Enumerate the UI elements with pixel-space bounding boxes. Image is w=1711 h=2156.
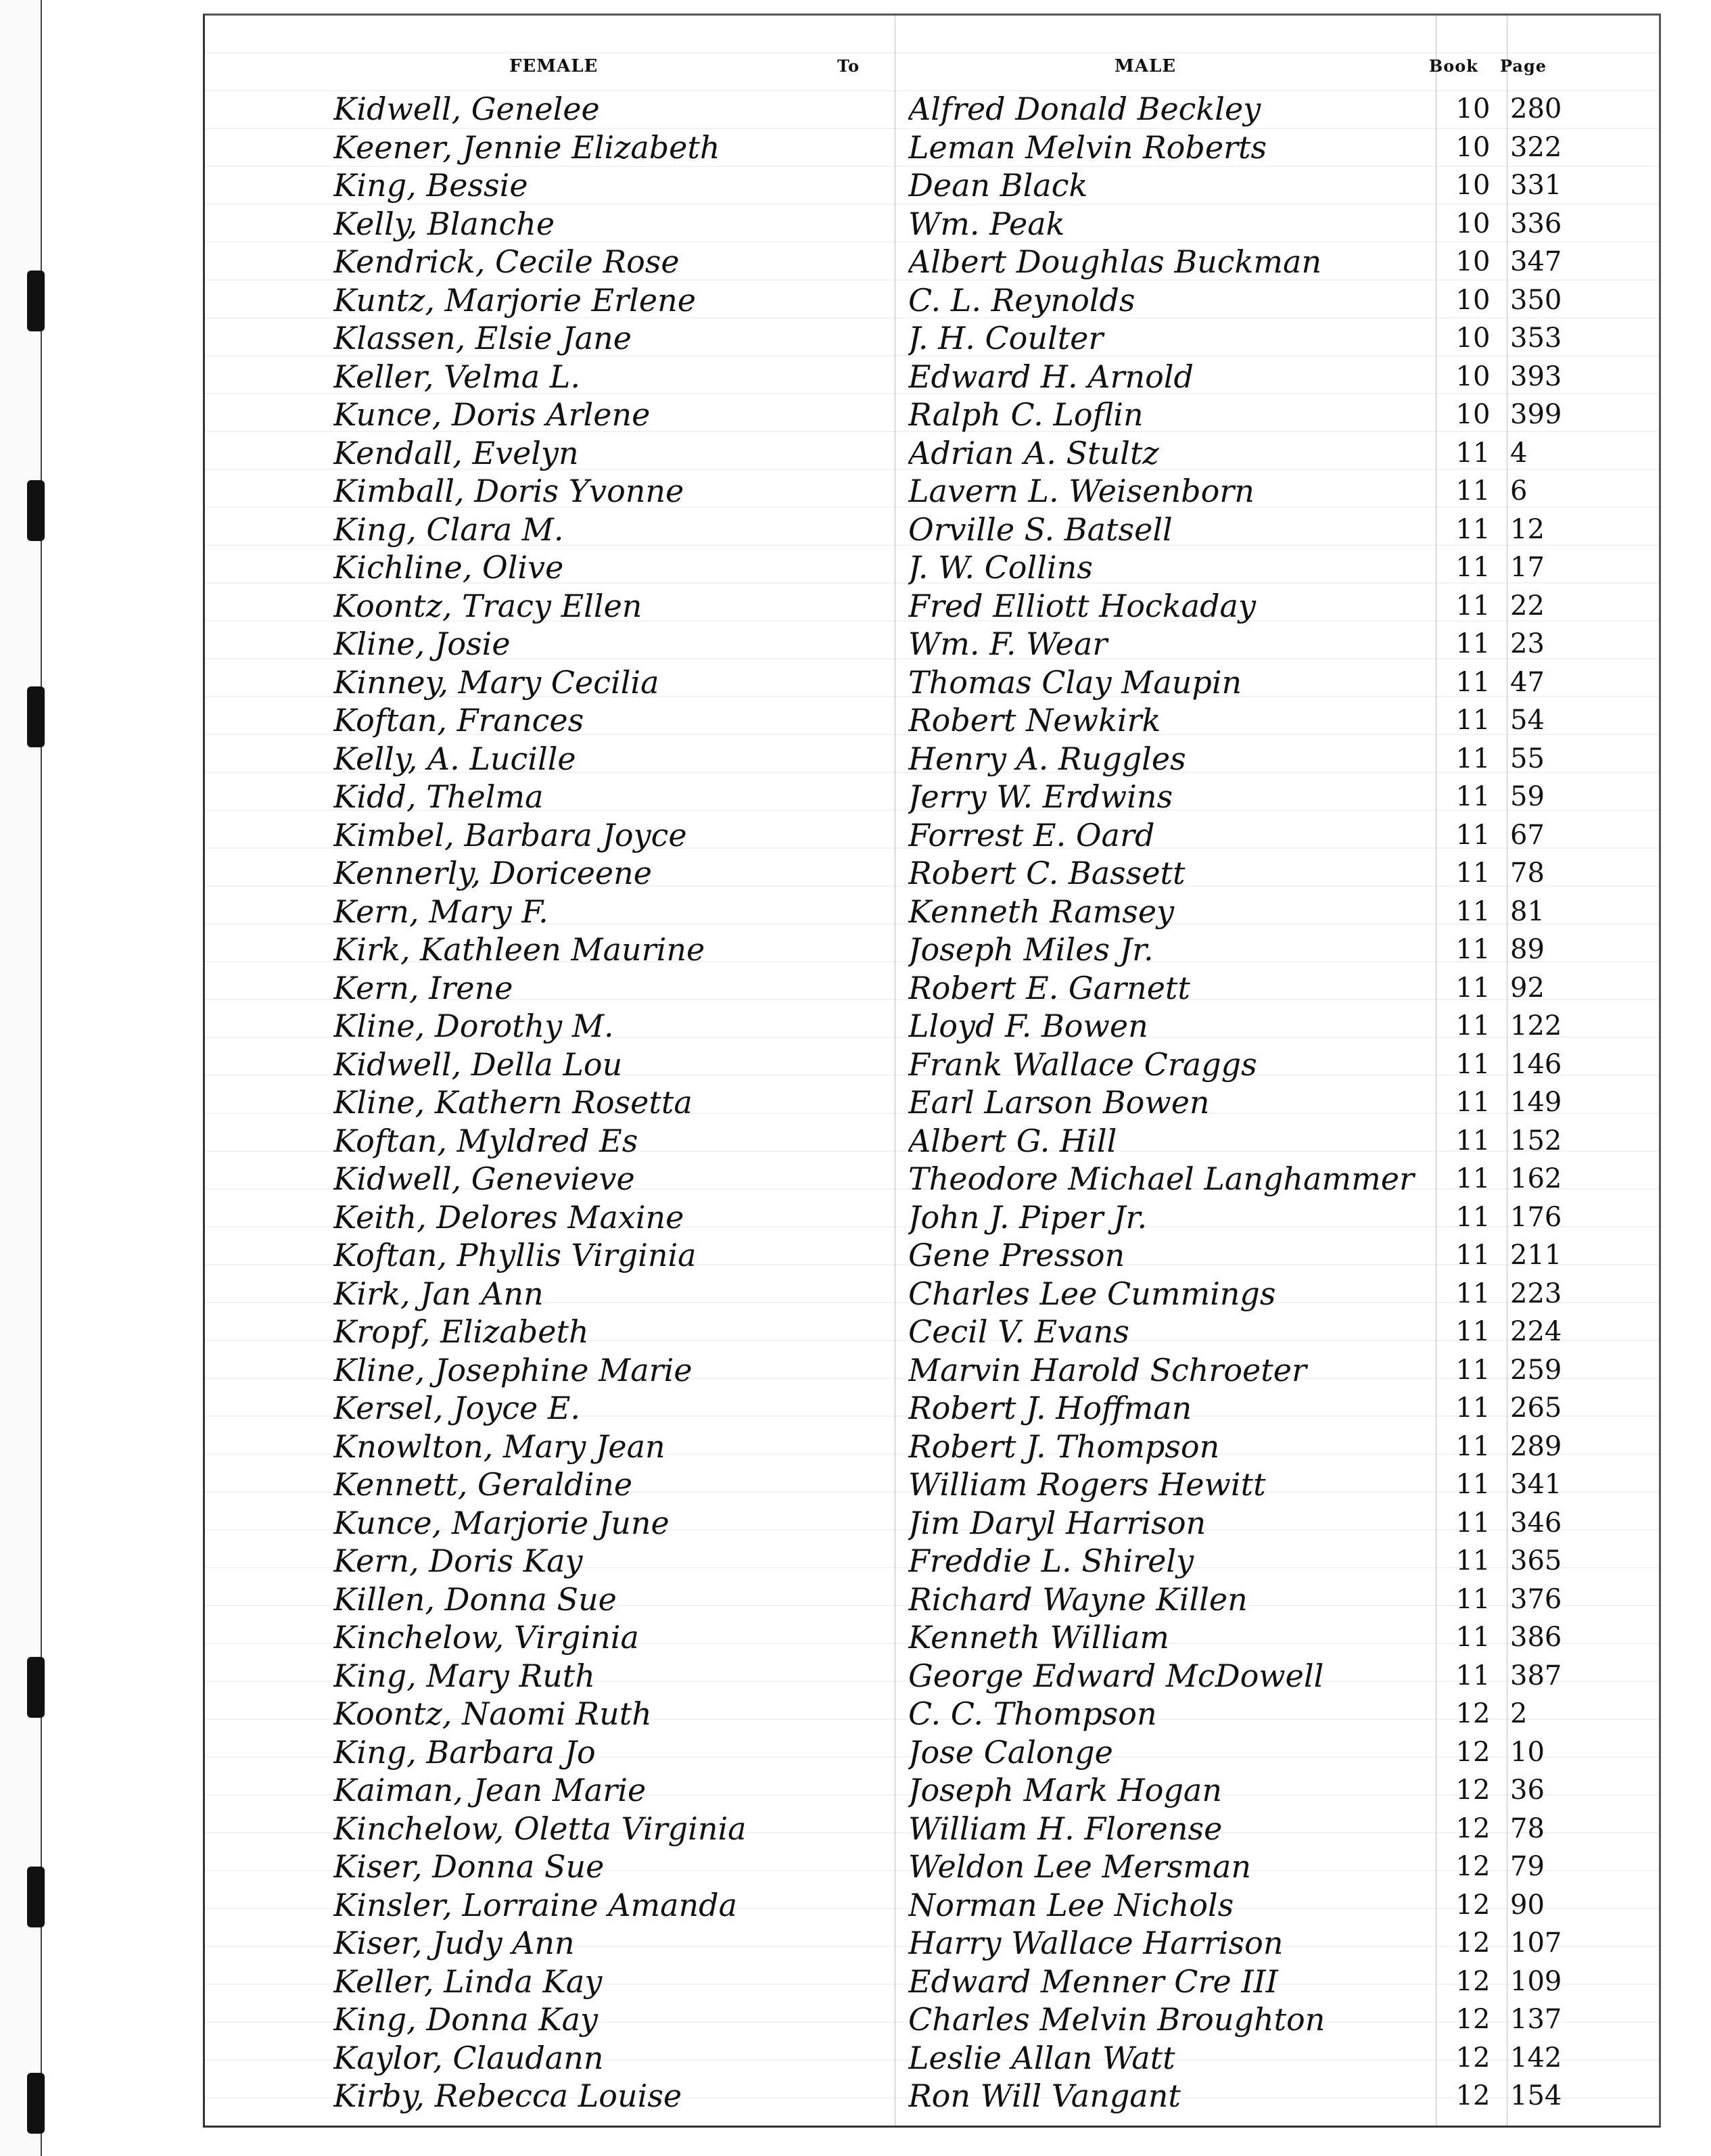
book-number: 11 <box>1455 1316 1491 1347</box>
header-page: Page <box>1500 56 1547 76</box>
groom-name: Charles Lee Cummings <box>908 1275 1276 1312</box>
table-row <box>205 1542 1659 1580</box>
bride-name: Kelly, A. Lucille <box>333 740 576 777</box>
bride-name: Kunce, Doris Arlene <box>333 396 651 433</box>
table-row <box>205 281 1659 320</box>
bride-name: Kidwell, Genevieve <box>333 1161 635 1197</box>
bride-name: Kern, Doris Kay <box>333 1543 583 1579</box>
page-number: 92 <box>1510 972 1545 1004</box>
table-row <box>205 548 1659 587</box>
bride-name: Kropf, Elizabeth <box>333 1313 589 1350</box>
page-number: 399 <box>1510 399 1562 430</box>
groom-name: Freddie L. Shirely <box>908 1543 1194 1579</box>
bride-name: Knowlton, Mary Jean <box>333 1428 665 1465</box>
book-number: 11 <box>1455 1125 1491 1156</box>
book-number: 10 <box>1455 360 1491 392</box>
book-number: 10 <box>1455 246 1491 277</box>
bride-name: Kline, Kathern Rosetta <box>333 1084 693 1121</box>
table-row <box>205 740 1659 778</box>
groom-name: Frank Wallace Craggs <box>908 1046 1257 1083</box>
page-number: 6 <box>1510 475 1528 507</box>
groom-name: Edward H. Arnold <box>908 358 1194 395</box>
table-row <box>205 625 1659 663</box>
book-number: 12 <box>1455 1927 1491 1959</box>
book-number: 11 <box>1455 895 1491 927</box>
binder-hole <box>27 480 45 541</box>
groom-name: Weldon Lee Mersman <box>908 1848 1252 1885</box>
page-number: 176 <box>1510 1201 1562 1233</box>
groom-name: Forrest E. Oard <box>908 816 1155 853</box>
book-number: 10 <box>1455 323 1491 354</box>
table-row <box>205 1198 1659 1237</box>
book-number: 11 <box>1455 590 1491 622</box>
book-number: 10 <box>1455 208 1491 239</box>
bride-name: Kersel, Joyce E. <box>333 1390 581 1426</box>
groom-name: Joseph Mark Hogan <box>908 1772 1222 1808</box>
bride-name: Kirk, Kathleen Maurine <box>333 931 705 968</box>
table-row <box>205 166 1659 205</box>
bride-name: King, Clara M. <box>333 511 564 548</box>
bride-name: Kiser, Donna Sue <box>333 1848 605 1885</box>
page-number: 322 <box>1510 131 1562 163</box>
page-number: 211 <box>1510 1240 1562 1271</box>
table-row <box>205 358 1659 396</box>
book-number: 10 <box>1455 93 1491 124</box>
page-number: 59 <box>1510 781 1545 812</box>
page-number: 347 <box>1510 246 1562 277</box>
book-number: 11 <box>1455 705 1491 736</box>
bride-name: Kaylor, Claudann <box>333 2039 604 2076</box>
table-row <box>205 1466 1659 1504</box>
header-to: To <box>837 56 860 76</box>
table-row <box>205 1886 1659 1925</box>
bride-name: King, Mary Ruth <box>333 1657 595 1694</box>
book-number: 10 <box>1455 284 1491 316</box>
bride-name: Kendall, Evelyn <box>333 434 579 471</box>
book-number: 12 <box>1455 1889 1491 1921</box>
groom-name: Robert J. Hoffman <box>908 1390 1192 1426</box>
header-male: MALE <box>1115 56 1177 76</box>
groom-name: Alfred Donald Beckley <box>908 91 1261 127</box>
table-row <box>205 243 1659 281</box>
groom-name: Dean Black <box>908 167 1088 204</box>
table-row <box>205 893 1659 931</box>
page-number: 162 <box>1510 1163 1562 1194</box>
book-number: 11 <box>1455 1660 1491 1691</box>
bride-name: Koontz, Tracy Ellen <box>333 587 642 624</box>
book-number: 12 <box>1455 1965 1491 1997</box>
page-number: 4 <box>1510 437 1528 469</box>
page-number: 154 <box>1510 2080 1562 2111</box>
page-number: 122 <box>1510 1010 1562 1041</box>
bride-name: King, Barbara Jo <box>333 1733 596 1771</box>
page-number: 152 <box>1510 1125 1562 1156</box>
groom-name: Ralph C. Loflin <box>908 396 1144 433</box>
bride-name: Keller, Velma L. <box>333 358 580 395</box>
groom-name: Jerry W. Erdwins <box>908 778 1173 815</box>
page-number: 224 <box>1510 1316 1562 1347</box>
page-number: 393 <box>1510 360 1562 392</box>
groom-name: Albert Doughlas Buckman <box>908 243 1322 280</box>
book-number: 11 <box>1455 1240 1491 1271</box>
bride-name: Kern, Mary F. <box>333 893 548 930</box>
bride-name: Kline, Dorothy M. <box>333 1008 614 1044</box>
groom-name: C. L. Reynolds <box>908 281 1135 319</box>
bride-name: Kline, Josie <box>333 626 511 662</box>
page-number: 67 <box>1510 819 1545 851</box>
page-number: 353 <box>1510 323 1562 354</box>
book-number: 11 <box>1455 552 1491 583</box>
book-number: 11 <box>1455 437 1491 469</box>
bride-name: Koontz, Naomi Ruth <box>333 1695 652 1732</box>
groom-name: Charles Melvin Broughton <box>908 2001 1326 2038</box>
groom-name: Gene Presson <box>908 1237 1125 1273</box>
book-number: 12 <box>1455 2080 1491 2111</box>
page-number: 341 <box>1510 1469 1562 1500</box>
bride-name: King, Bessie <box>333 167 528 204</box>
groom-name: Robert Newkirk <box>908 702 1161 739</box>
page-number: 350 <box>1510 284 1562 316</box>
table-row <box>205 1695 1659 1733</box>
bride-name: Keener, Jennie Elizabeth <box>333 128 720 166</box>
bride-name: Koftan, Myldred Es <box>333 1122 638 1159</box>
page-number: 331 <box>1510 170 1562 201</box>
table-row <box>205 1618 1659 1657</box>
page-number: 223 <box>1510 1278 1562 1309</box>
page-number: 137 <box>1510 2004 1562 2035</box>
table-row <box>205 816 1659 855</box>
bride-name: Kuntz, Marjorie Erlene <box>333 281 696 319</box>
bride-name: Killen, Donna Sue <box>333 1580 617 1618</box>
groom-name: Lavern L. Weisenborn <box>908 473 1255 509</box>
groom-name: Robert E. Garnett <box>908 969 1190 1006</box>
bride-name: Keller, Linda Kay <box>333 1963 603 2000</box>
table-row <box>205 1046 1659 1084</box>
groom-name: Harry Wallace Harrison <box>908 1925 1284 1961</box>
book-number: 11 <box>1455 666 1491 698</box>
page-number: 17 <box>1510 552 1545 583</box>
page-number: 142 <box>1510 2042 1562 2073</box>
book-number: 11 <box>1455 1163 1491 1194</box>
page-number: 79 <box>1510 1851 1545 1882</box>
book-number: 11 <box>1455 1430 1491 1462</box>
bride-name: Koftan, Phyllis Virginia <box>333 1237 697 1273</box>
book-number: 11 <box>1455 475 1491 507</box>
bride-name: Kinsler, Lorraine Amanda <box>333 1886 738 1923</box>
page-number: 336 <box>1510 208 1562 239</box>
table-row <box>205 205 1659 243</box>
table-row <box>205 1313 1659 1351</box>
bride-name: Kimball, Doris Yvonne <box>333 473 684 509</box>
table-row <box>205 2000 1659 2039</box>
book-number: 10 <box>1455 131 1491 163</box>
table-row <box>205 1389 1659 1428</box>
groom-name: Richard Wayne Killen <box>908 1580 1248 1618</box>
binder-hole <box>27 1657 45 1718</box>
bride-name: Kinchelow, Virginia <box>333 1619 639 1656</box>
page-number: 265 <box>1510 1392 1562 1424</box>
groom-name: Earl Larson Bowen <box>908 1084 1210 1121</box>
table-row <box>205 1580 1659 1619</box>
page-number: 12 <box>1510 513 1545 545</box>
table-row <box>205 2039 1659 2078</box>
groom-name: Albert G. Hill <box>908 1122 1117 1159</box>
page-number: 386 <box>1510 1622 1562 1653</box>
groom-name: Henry A. Ruggles <box>908 740 1186 777</box>
entry-list <box>205 90 1659 2115</box>
bride-name: Kern, Irene <box>333 969 513 1006</box>
page-number: 109 <box>1510 1965 1562 1997</box>
bride-name: Kidwell, Genelee <box>333 91 600 127</box>
groom-name: Robert C. Bassett <box>908 855 1186 891</box>
table-row <box>205 1733 1659 1772</box>
groom-name: C. C. Thompson <box>908 1695 1157 1732</box>
book-number: 11 <box>1455 1278 1491 1309</box>
table-row <box>205 434 1659 473</box>
page-number: 23 <box>1510 628 1545 659</box>
groom-name: Edward Menner Cre III <box>908 1963 1278 2000</box>
groom-name: Wm. Peak <box>908 205 1065 242</box>
groom-name: Jim Daryl Harrison <box>908 1504 1206 1541</box>
page-number: 54 <box>1510 705 1545 736</box>
bride-name: Kline, Josephine Marie <box>333 1351 693 1388</box>
groom-name: Lloyd F. Bowen <box>908 1008 1148 1044</box>
groom-name: Robert J. Thompson <box>908 1428 1220 1465</box>
page-number: 387 <box>1510 1660 1562 1691</box>
table-row <box>205 1810 1659 1848</box>
table-row <box>205 2077 1659 2115</box>
book-number: 12 <box>1455 1851 1491 1882</box>
bride-name: Kiser, Judy Ann <box>333 1925 575 1961</box>
table-row <box>205 778 1659 816</box>
book-number: 11 <box>1455 934 1491 965</box>
page-number: 107 <box>1510 1927 1562 1959</box>
groom-name: Kenneth William <box>908 1619 1169 1656</box>
groom-name: William Rogers Hewitt <box>908 1466 1266 1503</box>
book-number: 11 <box>1455 1469 1491 1500</box>
page-number: 89 <box>1510 934 1545 965</box>
bride-name: Kinney, Mary Cecilia <box>333 663 659 701</box>
table-row <box>205 969 1659 1008</box>
page-number: 10 <box>1510 1736 1545 1768</box>
bride-name: Klassen, Elsie Jane <box>333 320 632 356</box>
table-row <box>205 931 1659 969</box>
table-row <box>205 1963 1659 2001</box>
page-number: 36 <box>1510 1775 1545 1806</box>
page-number: 78 <box>1510 1812 1545 1844</box>
book-number: 11 <box>1455 1392 1491 1424</box>
bride-name: Kinchelow, Oletta Virginia <box>333 1810 747 1847</box>
book-number: 12 <box>1455 2042 1491 2073</box>
bride-name: Kennerly, Doriceene <box>333 855 652 891</box>
table-row <box>205 1351 1659 1390</box>
page-number: 146 <box>1510 1048 1562 1080</box>
page-number: 346 <box>1510 1507 1562 1539</box>
bride-name: Kidwell, Della Lou <box>333 1046 623 1083</box>
book-number: 11 <box>1455 972 1491 1004</box>
binder-hole <box>27 1867 45 1927</box>
table-row <box>205 1428 1659 1466</box>
table-row <box>205 1160 1659 1198</box>
table-row <box>205 128 1659 167</box>
bride-name: Kunce, Marjorie June <box>333 1504 670 1541</box>
groom-name: Leman Melvin Roberts <box>908 128 1267 166</box>
table-row <box>205 1657 1659 1695</box>
book-number: 11 <box>1455 1048 1491 1080</box>
book-number: 11 <box>1455 1583 1491 1615</box>
book-number: 11 <box>1455 1354 1491 1386</box>
book-number: 11 <box>1455 819 1491 851</box>
groom-name: John J. Piper Jr. <box>908 1198 1148 1236</box>
book-number: 11 <box>1455 1010 1491 1041</box>
book-number: 11 <box>1455 1622 1491 1653</box>
bride-name: Kirby, Rebecca Louise <box>333 2078 682 2114</box>
groom-name: George Edward McDowell <box>908 1657 1324 1694</box>
groom-name: Leslie Allan Watt <box>908 2039 1175 2076</box>
page-number: 81 <box>1510 895 1545 927</box>
book-number: 11 <box>1455 858 1491 889</box>
bride-name: Kelly, Blanche <box>333 205 555 242</box>
groom-name: Joseph Miles Jr. <box>908 931 1154 968</box>
book-number: 11 <box>1455 1545 1491 1576</box>
book-number: 12 <box>1455 2004 1491 2035</box>
table-row <box>205 663 1659 702</box>
bride-name: Keith, Delores Maxine <box>333 1198 684 1236</box>
bride-name: King, Donna Kay <box>333 2001 599 2038</box>
table-row <box>205 1007 1659 1046</box>
book-number: 11 <box>1455 628 1491 659</box>
groom-name: Cecil V. Evans <box>908 1313 1129 1350</box>
groom-name: Orville S. Batsell <box>908 511 1173 548</box>
bride-name: Kidd, Thelma <box>333 778 544 815</box>
marriage-index-ledger <box>203 14 1661 2128</box>
page-number: 78 <box>1510 858 1545 889</box>
page-number: 259 <box>1510 1354 1562 1386</box>
page-number: 22 <box>1510 590 1545 622</box>
groom-name: William H. Florense <box>908 1810 1223 1847</box>
page-number: 90 <box>1510 1889 1545 1921</box>
groom-name: Wm. F. Wear <box>908 626 1108 662</box>
book-number: 10 <box>1455 170 1491 201</box>
groom-name: Marvin Harold Schroeter <box>908 1351 1307 1388</box>
binder-hole <box>27 2073 45 2134</box>
page-number: 47 <box>1510 666 1545 698</box>
groom-name: Adrian A. Stultz <box>908 434 1159 471</box>
bride-name: Kichline, Olive <box>333 549 564 586</box>
table-row <box>205 1504 1659 1543</box>
bride-name: Kendrick, Cecile Rose <box>333 243 680 280</box>
book-number: 11 <box>1455 1087 1491 1118</box>
table-row <box>205 1771 1659 1810</box>
table-row <box>205 319 1659 358</box>
page-number: 149 <box>1510 1087 1562 1118</box>
table-row <box>205 1236 1659 1275</box>
page-number: 289 <box>1510 1430 1562 1462</box>
header-book: Book <box>1429 56 1478 76</box>
binder-hole <box>27 271 45 331</box>
book-number: 12 <box>1455 1736 1491 1768</box>
book-number: 12 <box>1455 1698 1491 1729</box>
page-number: 55 <box>1510 743 1545 774</box>
table-row <box>205 701 1659 740</box>
page-number: 365 <box>1510 1545 1562 1576</box>
groom-name: Kenneth Ramsey <box>908 893 1175 930</box>
bride-name: Kaiman, Jean Marie <box>333 1772 647 1808</box>
table-row <box>205 511 1659 549</box>
page-number: 2 <box>1510 1698 1528 1729</box>
table-row <box>205 1275 1659 1313</box>
page-number: 376 <box>1510 1583 1562 1615</box>
table-row <box>205 1848 1659 1886</box>
column-header-row <box>205 43 1659 76</box>
page-number: 280 <box>1510 93 1562 124</box>
book-number: 12 <box>1455 1775 1491 1806</box>
groom-name: Theodore Michael Langhammer <box>908 1161 1414 1197</box>
bride-name: Koftan, Frances <box>333 702 584 739</box>
table-row <box>205 1122 1659 1161</box>
book-number: 11 <box>1455 781 1491 812</box>
book-number: 11 <box>1455 513 1491 545</box>
groom-name: Jose Calonge <box>908 1733 1113 1771</box>
book-number: 10 <box>1455 399 1491 430</box>
groom-name: J. H. Coulter <box>908 320 1104 356</box>
header-female: FEMALE <box>509 56 599 76</box>
table-row <box>205 90 1659 128</box>
groom-name: J. W. Collins <box>908 549 1093 586</box>
book-number: 11 <box>1455 743 1491 774</box>
table-row <box>205 472 1659 511</box>
groom-name: Ron Will Vangant <box>908 2078 1181 2114</box>
bride-name: Kimbel, Barbara Joyce <box>333 816 687 853</box>
book-number: 11 <box>1455 1201 1491 1233</box>
table-row <box>205 1083 1659 1122</box>
bride-name: Kirk, Jan Ann <box>333 1275 544 1312</box>
table-row <box>205 1924 1659 1963</box>
groom-name: Norman Lee Nichols <box>908 1886 1234 1923</box>
groom-name: Thomas Clay Maupin <box>908 663 1242 701</box>
table-row <box>205 854 1659 893</box>
table-row <box>205 396 1659 434</box>
book-number: 11 <box>1455 1507 1491 1539</box>
table-row <box>205 587 1659 626</box>
bride-name: Kennett, Geraldine <box>333 1466 633 1503</box>
groom-name: Fred Elliott Hockaday <box>908 587 1256 624</box>
book-number: 12 <box>1455 1812 1491 1844</box>
binder-hole <box>27 686 45 747</box>
